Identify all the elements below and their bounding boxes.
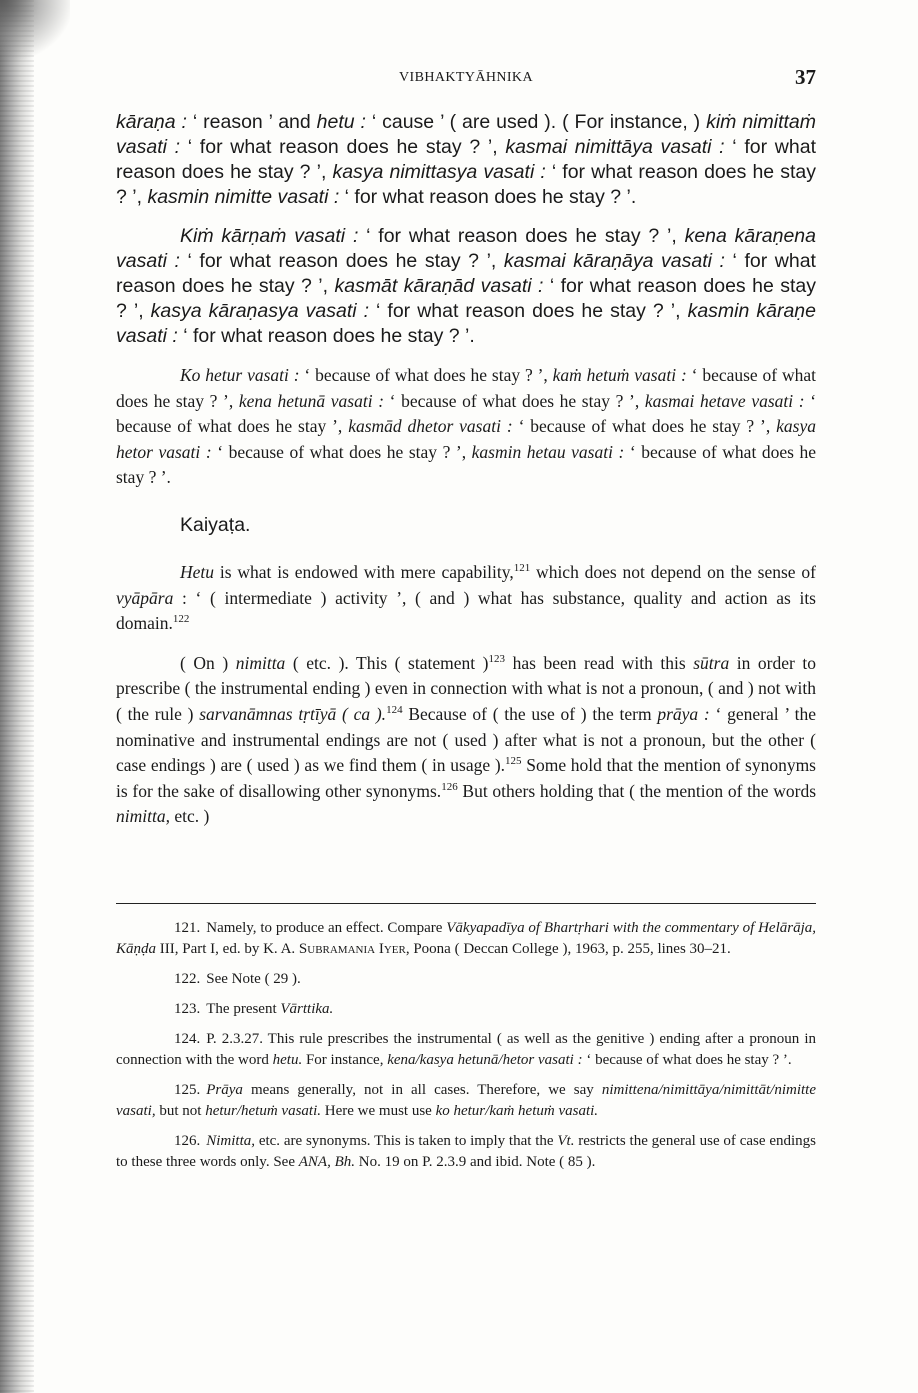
main-text bbox=[116, 110, 816, 830]
text-run: which does not depend on the sense of bbox=[530, 561, 816, 582]
text-run: P. 2.3.27. This rule prescribes the instrumental ( as well as the genitive ) ending after a pronoun in connection with the word bbox=[116, 1031, 816, 1068]
text-run: ‘ for what reason does he stay ? ’, bbox=[116, 275, 816, 322]
italic-term: nimitta, bbox=[116, 806, 170, 827]
text-run: restricts the general use of case endings to these three words only. See bbox=[116, 1133, 816, 1170]
footnote-ref: 122 bbox=[172, 613, 190, 626]
text-run: Because of ( the use of ) the term bbox=[402, 703, 658, 724]
italic-term: ANA, Bh. bbox=[298, 1154, 355, 1170]
footnote-ref: 126 bbox=[441, 780, 458, 793]
text-run: : ‘ ( intermediate ) activity ’, ( and ) what has substance, quality and action as its domain. bbox=[116, 587, 816, 634]
text-run: ‘ for what reason does he stay ? ’, bbox=[369, 300, 688, 322]
text-run: ‘ for what reason does he stay ? ’, bbox=[116, 161, 816, 208]
italic-term: kāraṇa : bbox=[116, 111, 187, 133]
scan-shadow-corner bbox=[0, 0, 70, 60]
page-header bbox=[116, 65, 816, 98]
footnote-number: 126. bbox=[174, 1133, 201, 1149]
footnote-ref: 124 bbox=[386, 703, 403, 716]
italic-term: Prāya bbox=[206, 1082, 243, 1098]
italic-term: kasmai hetave vasati : bbox=[644, 390, 805, 411]
text-run: ‘ because of what does he stay ? ’, bbox=[211, 441, 472, 462]
text-run: ‘ for what reason does he stay ? ’, bbox=[116, 136, 816, 183]
text-run: Namely, to produce an effect. Compare bbox=[206, 920, 447, 936]
text-run: Here we must use bbox=[321, 1103, 436, 1119]
italic-term: kasmai kāraṇāya vasati : bbox=[503, 250, 725, 272]
italic-term: Vārttika. bbox=[280, 1001, 334, 1017]
text-run: ‘ for what reason does he stay ? ’, bbox=[180, 136, 506, 158]
text-run: etc. are synonyms. This is taken to imply that the bbox=[255, 1133, 558, 1149]
italic-term: Hetu bbox=[180, 561, 215, 582]
text-run: ‘ for what reason does he stay ? ’, bbox=[179, 250, 504, 272]
italic-term: kasmāt kāraṇād vasati : bbox=[334, 275, 544, 297]
text-run: The present bbox=[206, 1001, 281, 1017]
italic-term: sūtra bbox=[693, 652, 730, 673]
italic-term: hetu. bbox=[272, 1052, 303, 1068]
italic-term: kena/kasya hetunā/hetor vasati : bbox=[387, 1052, 583, 1068]
italic-term: kasmai nimittāya vasati : bbox=[505, 136, 725, 158]
text-run: ( etc. ). This ( statement ) bbox=[285, 652, 489, 673]
italic-term: vyāpāra bbox=[116, 587, 174, 608]
footnote bbox=[116, 999, 816, 1020]
text-run: has been read with this bbox=[505, 652, 694, 673]
footnote-number: 122. bbox=[174, 971, 201, 987]
footnote-divider bbox=[116, 903, 816, 904]
text-run: ‘ for what reason does he stay ? ’. bbox=[177, 325, 475, 347]
italic-term: kiṁ nimittaṁ vasati : bbox=[116, 111, 816, 158]
italic-term: Nimitta, bbox=[206, 1133, 256, 1149]
text-run: ‘ because of what does he stay ? ’, bbox=[384, 390, 645, 411]
italic-term: kasmin nimitte vasati : bbox=[147, 186, 340, 208]
italic-term: kaṁ hetuṁ vasati : bbox=[552, 365, 687, 385]
text-run: , Poona ( Deccan College ), 1963, p. 255, lines 30–21. bbox=[405, 941, 731, 957]
italic-term: kasya nimittasya vasati : bbox=[332, 161, 546, 183]
text-run: but not bbox=[155, 1103, 206, 1119]
italic-term: kasmin hetau vasati : bbox=[471, 441, 625, 462]
footnote bbox=[116, 1080, 816, 1122]
text-run: ‘ for what reason does he stay ? ’. bbox=[339, 186, 637, 208]
text-run: etc. ) bbox=[169, 806, 210, 827]
text-run: ‘ because of what does he stay ’, bbox=[116, 390, 817, 437]
text-run: For instance, bbox=[302, 1052, 388, 1068]
paragraph bbox=[116, 224, 816, 349]
italic-term: kasya kāraṇasya vasati : bbox=[150, 300, 370, 322]
text-run: III, Part I, ed. by K. A. bbox=[156, 941, 299, 957]
italic-term: sarvanāmnas tṛtīyā ( ca ). bbox=[199, 703, 387, 724]
text-run: ‘ for what reason does he stay ? ’, bbox=[116, 250, 816, 297]
footnote-number: 123. bbox=[174, 1001, 201, 1017]
footnote bbox=[116, 1029, 816, 1071]
italic-term: prāya : bbox=[657, 703, 710, 724]
italic-term: kasmin kāraṇe vasati : bbox=[116, 300, 816, 347]
page-number: 37 bbox=[795, 65, 816, 89]
text-run: But others holding that ( the mention of the words bbox=[457, 780, 817, 801]
text-run: ‘ general ’ the nominative and instrumental endings are not ( used ) after what is not a pronoun, but the other ( case endings ) are ( used ) as we find them ( in usage ). bbox=[116, 703, 816, 776]
text-run: ‘ because of what does he stay ? ’, bbox=[299, 365, 553, 385]
text-run: ‘ cause ’ ( are used ). ( For instance, ) bbox=[365, 111, 707, 133]
text-run: No. 19 on P. 2.3.9 and ibid. Note ( 85 ). bbox=[354, 1154, 596, 1170]
footnote-ref: 121 bbox=[513, 561, 531, 574]
text-run: Some hold that the mention of synonyms is for the sake of disallowing other synonyms. bbox=[116, 755, 816, 801]
footnote-number: 121. bbox=[174, 920, 201, 936]
italic-term: hetur/hetuṁ vasati. bbox=[205, 1103, 322, 1119]
text-run: ‘ because of what does he stay ? ’. bbox=[116, 441, 816, 488]
paragraph bbox=[116, 651, 816, 830]
text-run: Subramania Iyer bbox=[298, 941, 406, 957]
italic-term: hetu : bbox=[316, 111, 366, 133]
italic-term: kasmād dhetor vasati : bbox=[348, 416, 513, 437]
section-heading bbox=[116, 513, 816, 538]
text-run: See Note ( 29 ). bbox=[206, 971, 301, 987]
footnotes bbox=[116, 918, 816, 1182]
italic-term: Vt. bbox=[557, 1133, 575, 1149]
text-run: is what is endowed with mere capability, bbox=[214, 561, 514, 582]
running-title: VIBHAKTYĀHNIKA bbox=[399, 70, 533, 85]
footnote bbox=[116, 918, 816, 960]
italic-term: kena hetunā vasati : bbox=[238, 390, 385, 411]
footnote-ref: 125 bbox=[505, 755, 522, 768]
paragraph bbox=[116, 363, 816, 491]
text-run: ‘ because of what does he stay ? ’. bbox=[582, 1052, 792, 1068]
footnote-ref: 123 bbox=[488, 652, 506, 665]
footnote-number: 124. bbox=[174, 1031, 201, 1047]
text-run: in order to prescribe ( the instrumental ending ) even in connection with what is not a pronoun, ( and ) not with ( the rule ) bbox=[116, 652, 817, 724]
italic-term: kasya hetor vasati : bbox=[116, 416, 816, 462]
scan-shadow-edge bbox=[0, 0, 34, 1393]
text-run: Kaiyaṭa. bbox=[180, 513, 251, 536]
text-run: ( On ) bbox=[180, 652, 236, 673]
paragraph bbox=[116, 110, 816, 210]
text-run: ‘ reason ’ and bbox=[186, 111, 317, 133]
italic-term: kena kāraṇena vasati : bbox=[116, 225, 816, 272]
footnote-number: 125. bbox=[174, 1082, 201, 1098]
italic-term: nimittena/nimittāya/nimittāt/nimitte vasati, bbox=[116, 1082, 816, 1119]
text-run: ‘ for what reason does he stay ? ’, bbox=[358, 225, 685, 247]
footnote bbox=[116, 1131, 816, 1173]
italic-term: Kiṁ kārṇaṁ vasati : bbox=[180, 225, 359, 247]
footnote bbox=[116, 969, 816, 990]
italic-term: nimitta bbox=[235, 652, 286, 673]
text-run: ‘ because of what does he stay ? ’, bbox=[512, 416, 777, 437]
text-run: means generally, not in all cases. Therefore, we say bbox=[242, 1082, 602, 1098]
text-run: ‘ because of what does he stay ? ’, bbox=[116, 365, 816, 411]
italic-term: Vākyapadīya of Bhartṛhari with the commentary of Helārāja, Kāṇḍa bbox=[116, 920, 816, 957]
italic-term: ko hetur/kaṁ hetuṁ vasati. bbox=[435, 1103, 599, 1119]
italic-term: Ko hetur vasati : bbox=[180, 365, 300, 385]
paragraph bbox=[116, 560, 816, 637]
